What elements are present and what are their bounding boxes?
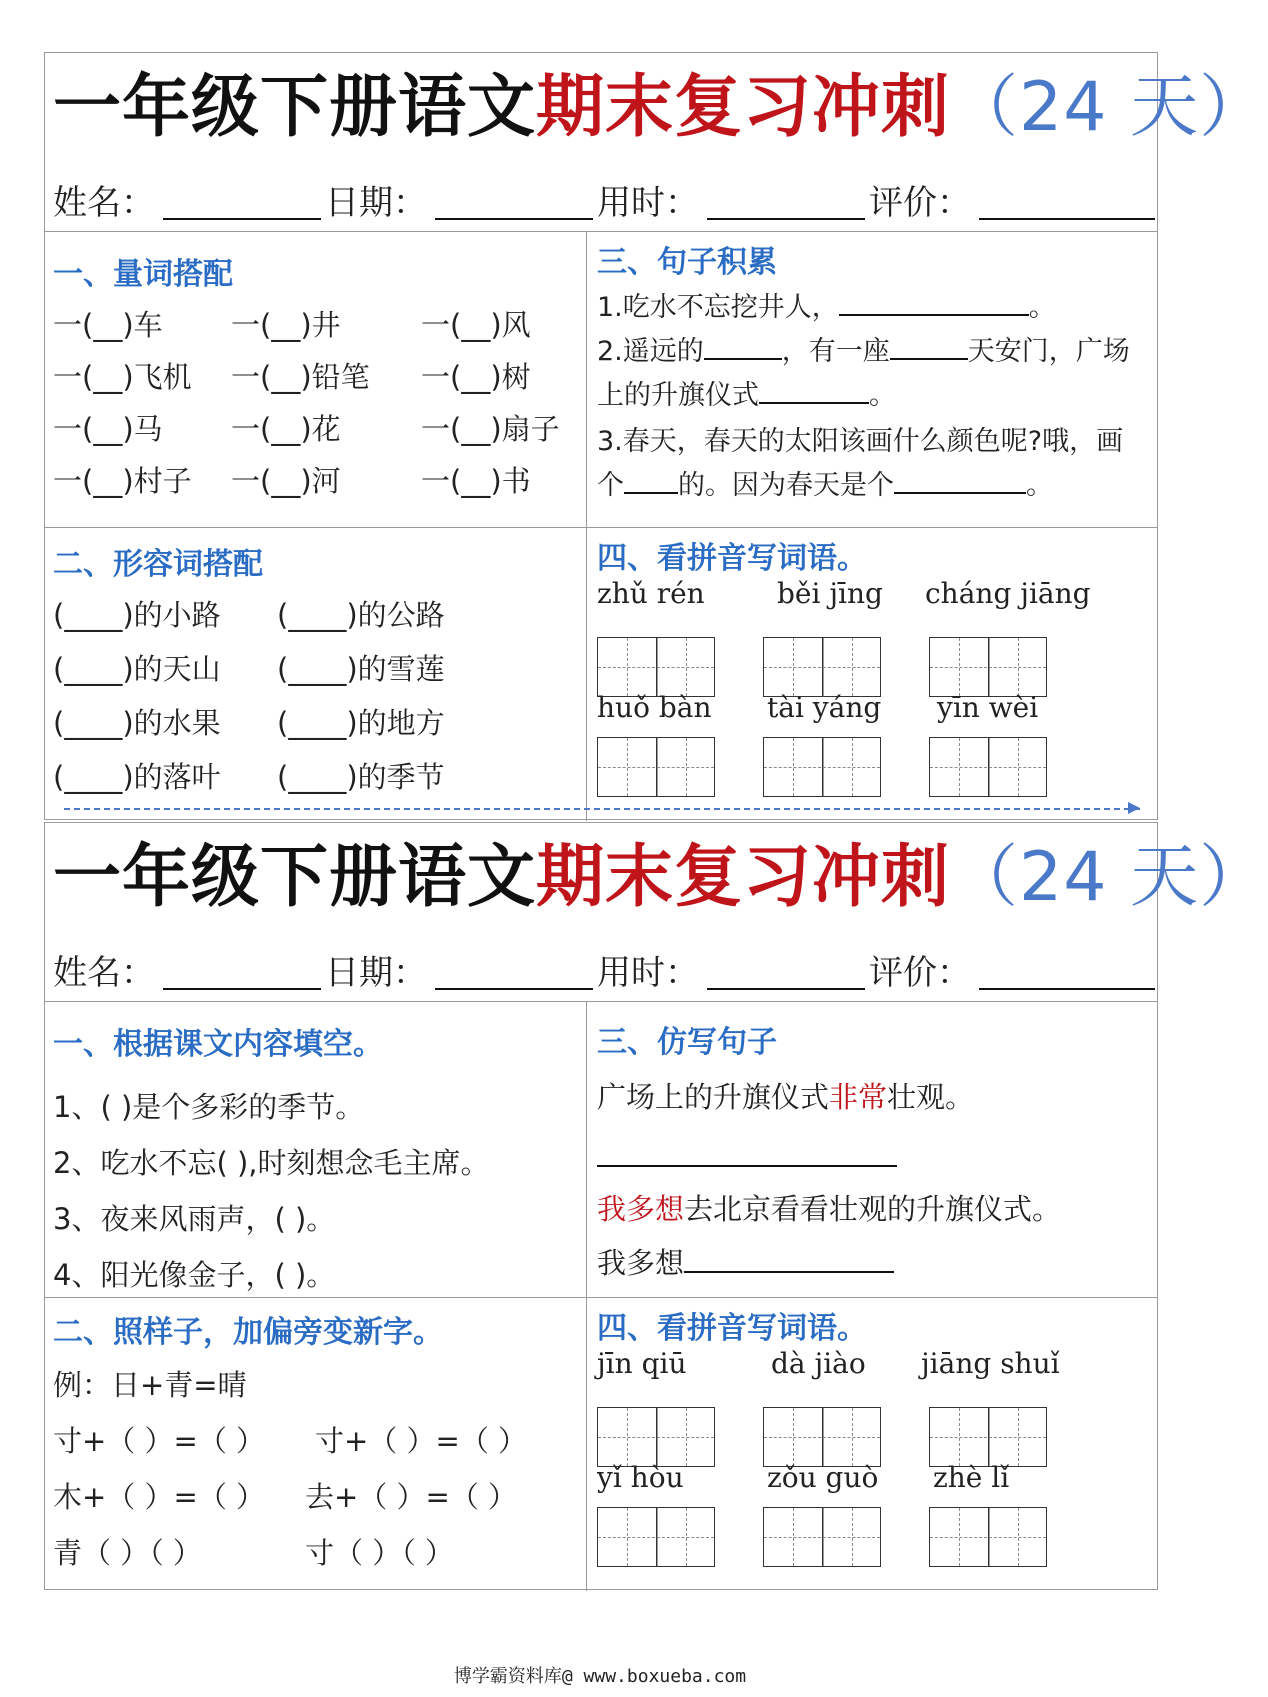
footer-watermark: 博学霸资料库@ www.boxueba.com [453,1666,747,1687]
section-heading: 二、形容词搭配 [53,547,263,582]
pinyin-label: jiāng shuǐ [921,1347,1060,1380]
writing-grid[interactable] [929,1407,1047,1467]
name-blank[interactable] [163,188,321,220]
section-heading: 三、仿写句子 [597,1025,777,1060]
answer-line[interactable] [597,1165,897,1167]
date-blank[interactable] [435,958,593,990]
section-heading: 二、照样子，加偏旁变新字。 [53,1315,443,1350]
radical-grid: 寸+（ ）=（ ） 寸+（ ）=（ ） 木+（ ）=（ ） 去+（ ）=（ ） 青（ ）（ ） 寸（ ）（ ） [53,1424,528,1570]
divider-line [586,231,587,821]
dashed-arrow-divider [64,808,1140,810]
section-heading: 三、句子积累 [597,245,777,280]
divider-line [45,527,1157,528]
writing-grid[interactable] [929,737,1047,797]
eval-label: 评价： [869,953,971,993]
date-label: 日期： [325,953,427,993]
sheet2-info-row [53,945,1159,994]
sentence-line: 个 的。因为春天是个 。 [597,470,1053,501]
time-blank[interactable] [707,188,865,220]
writing-grid[interactable] [597,637,715,697]
worksheet-1 [44,52,1268,820]
sentence-line: 3.春天，春天的太阳该画什么颜色呢?哦，画 [597,426,1124,457]
pinyin-label: zhǔ rén [597,577,705,610]
model-sentence: 广场上的升旗仪式非常壮观。 [597,1080,975,1114]
adjective-grid: (____)的小路 (____)的公路 (____)的天山 (____)的雪莲 (____)的水果 (____)的地方 (____)的落叶 (____)的季节 [53,598,445,794]
writing-grid[interactable] [597,1407,715,1467]
fill-blank-line: 3、夜来风雨声，( )。 [53,1202,336,1236]
eval-blank[interactable] [979,958,1155,990]
writing-grid[interactable] [929,1507,1047,1567]
divider-line [45,1297,1157,1298]
fill-blank-line: 1、( )是个多彩的季节。 [53,1090,365,1124]
pinyin-label: tài yáng [767,691,882,724]
section-heading: 四、看拼音写词语。 [597,1311,867,1346]
sentence-line: 1.吃水不忘挖井人， 。 [597,292,1056,323]
imitate-line: 我多想 [597,1241,894,1282]
time-label: 用时： [597,953,699,993]
pinyin-label: dà jiào [771,1347,866,1380]
writing-grid[interactable] [597,737,715,797]
worksheet-2 [44,822,1268,1590]
eval-blank[interactable] [979,188,1155,220]
writing-grid[interactable] [763,1407,881,1467]
pinyin-label: zǒu guò [767,1461,879,1494]
time-label: 用时： [597,183,699,223]
pinyin-label: jīn qiū [597,1347,687,1380]
model-sentence: 我多想去北京看看壮观的升旗仪式。 [597,1192,1062,1226]
section-heading: 一、量词搭配 [53,257,233,292]
sheet2-title: 一年级下册语文期末复习冲刺（24 天） [53,838,1268,917]
sentence-line: 上的升旗仪式 。 [597,380,896,411]
divider-line [45,1001,1157,1002]
writing-grid[interactable] [929,637,1047,697]
fill-blank-line: 2、吃水不忘( ),时刻想念毛主席。 [53,1146,490,1180]
writing-grid[interactable] [763,1507,881,1567]
sheet1-title: 一年级下册语文期末复习冲刺（24 天） [53,68,1268,147]
divider-line [45,231,1157,232]
writing-grid[interactable] [763,637,881,697]
pinyin-label: yǐ hòu [597,1461,684,1494]
pinyin-label: běi jīng [777,577,883,610]
pinyin-label: yīn wèi [937,691,1039,724]
date-blank[interactable] [435,188,593,220]
fill-blank-line: 4、阳光像金子，( )。 [53,1258,336,1292]
pinyin-label: huǒ bàn [597,691,712,724]
divider-line [586,1001,587,1591]
eval-label: 评价： [869,183,971,223]
section-heading: 四、看拼音写词语。 [597,541,867,576]
measure-word-grid: 一(__)车 一(__)井 一(__)风 一(__)飞机 一(__)铅笔 一(__)树 一(__)马 一(__)花 一(__)扇子 一(__)村子 一(__)河 一(__)书 [53,308,560,498]
pinyin-label: zhè lǐ [933,1461,1010,1494]
sentence-line: 2.遥远的 ，有一座 天安门，广场 [597,336,1130,367]
writing-grid[interactable] [597,1507,715,1567]
section-heading: 一、根据课文内容填空。 [53,1027,383,1062]
name-label: 姓名： [53,953,155,993]
name-label: 姓名： [53,183,155,223]
pinyin-label: cháng jiāng [925,577,1091,610]
time-blank[interactable] [707,958,865,990]
name-blank[interactable] [163,958,321,990]
example-line: 例：日+青=晴 [53,1368,247,1402]
sheet1-info-row [53,175,1159,224]
arrow-icon [1128,802,1140,814]
writing-grid[interactable] [763,737,881,797]
date-label: 日期： [325,183,427,223]
